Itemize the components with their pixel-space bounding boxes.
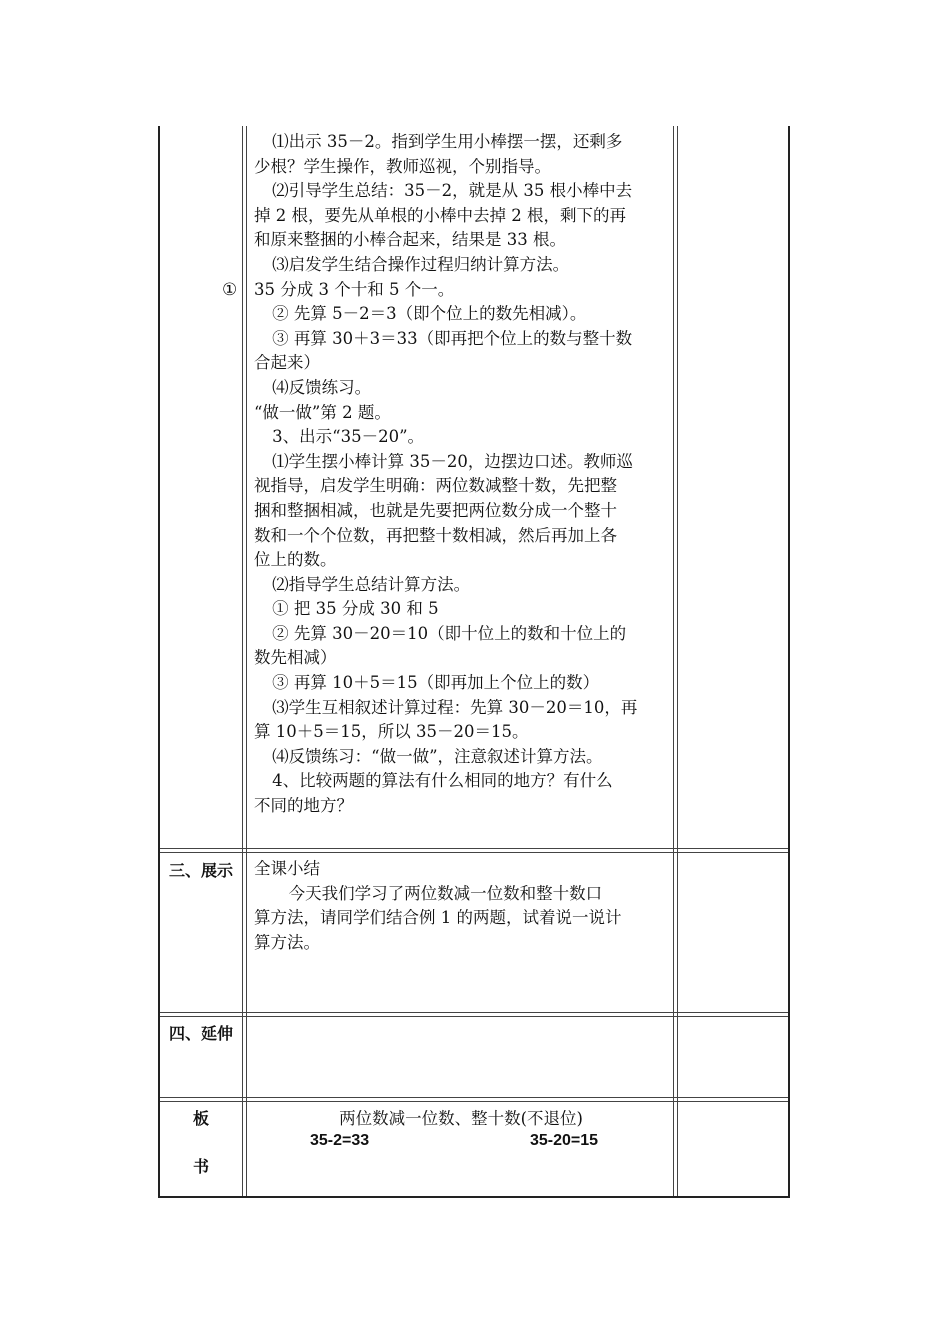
- text-line: 捆和整捆相减，也就是先要把两位数分成一个整十: [254, 500, 617, 520]
- text-line: ② 先算 30－20＝10（即十位上的数和十位上的: [272, 623, 627, 643]
- text-line: 35 分成 3 个十和 5 个一。: [254, 279, 455, 299]
- text-line: 掉 2 根，要先从单根的小棒中去掉 2 根，剩下的再: [254, 205, 626, 225]
- row-divider: [160, 1012, 788, 1013]
- text-line: 不同的地方？: [254, 796, 353, 816]
- text-line: ⑴出示 35－2。指到学生用小棒摆一摆，还剩多: [272, 132, 623, 151]
- text-line: 数先相减）: [254, 648, 337, 668]
- summary-content: [254, 857, 668, 955]
- row-divider: [160, 1101, 788, 1102]
- text-line: 全课小结: [254, 859, 320, 878]
- text-line: 合起来）: [254, 353, 320, 373]
- board-title: 两位数减一位数、整十数(不退位): [339, 1109, 583, 1128]
- text-line: 少根？学生操作，教师巡视，个别指导。: [254, 156, 551, 176]
- row-label-board-bottom: 书: [192, 1157, 209, 1176]
- row-divider: [160, 848, 788, 849]
- text-line: 和原来整捆的小棒合起来，结果是 33 根。: [254, 230, 566, 250]
- text-line: 算 10＋5＝15，所以 35－20＝15。: [254, 722, 529, 742]
- row-label-extension: 四、延伸: [168, 1024, 233, 1043]
- text-line: ⑵指导学生总结计算方法。: [272, 574, 471, 594]
- row-divider: [160, 852, 788, 853]
- text-line: ⑶学生互相叙述计算过程：先算 30－20＝10，再: [272, 697, 638, 717]
- text-line: 今天我们学习了两位数减一位数和整十数口: [288, 883, 603, 903]
- row-divider: [160, 1097, 788, 1098]
- process-content: [254, 130, 668, 819]
- column-divider: [242, 126, 243, 1196]
- text-line: 算方法。: [254, 932, 320, 952]
- step-marker: ①: [222, 280, 238, 300]
- text-line: 数和一个个位数，再把整十数相减，然后再加上各: [254, 525, 617, 545]
- text-line: ⑷反馈练习：“做一做”，注意叙述计算方法。: [272, 746, 603, 766]
- text-line: ② 先算 5－2＝3（即个位上的数先相减）。: [272, 304, 587, 324]
- column-divider: [246, 126, 247, 1196]
- text-line: ① 把 35 分成 30 和 5: [272, 599, 439, 619]
- row-label-display: 三、展示: [168, 861, 233, 880]
- text-line: ⑴学生摆小棒计算 35－20，边摆边口述。教师巡: [272, 451, 633, 471]
- text-line: ⑷反馈练习。: [272, 377, 372, 397]
- text-line: ③ 再算 10＋5＝15（即再加上个位上的数）: [272, 673, 600, 693]
- text-line: 4、比较两题的算法有什么相同的地方？有什么: [272, 771, 613, 791]
- column-divider: [677, 126, 678, 1196]
- text-line: ③ 再算 30＋3＝33（即再把个位上的数与整十数: [272, 328, 633, 348]
- board-equation-2: 35-20=15: [530, 1132, 599, 1149]
- text-line: “做一做”第 2 题。: [254, 402, 391, 422]
- row-divider: [160, 1016, 788, 1017]
- text-line: ⑵引导学生总结：35－2，就是从 35 根小棒中去: [272, 181, 633, 201]
- row-label-board-top: 板: [192, 1109, 209, 1128]
- text-line: 算方法，请同学们结合例 1 的两题，试着说一说计: [254, 908, 622, 928]
- text-line: 3、出示“35－20”。: [272, 427, 425, 447]
- column-divider: [673, 126, 674, 1196]
- text-line: 视指导，启发学生明确：两位数减整十数，先把整: [254, 476, 617, 496]
- text-line: ⑶启发学生结合操作过程归纳计算方法。: [272, 254, 570, 274]
- text-line: 位上的数。: [254, 550, 337, 570]
- board-equation-1: 35-2=33: [310, 1132, 370, 1149]
